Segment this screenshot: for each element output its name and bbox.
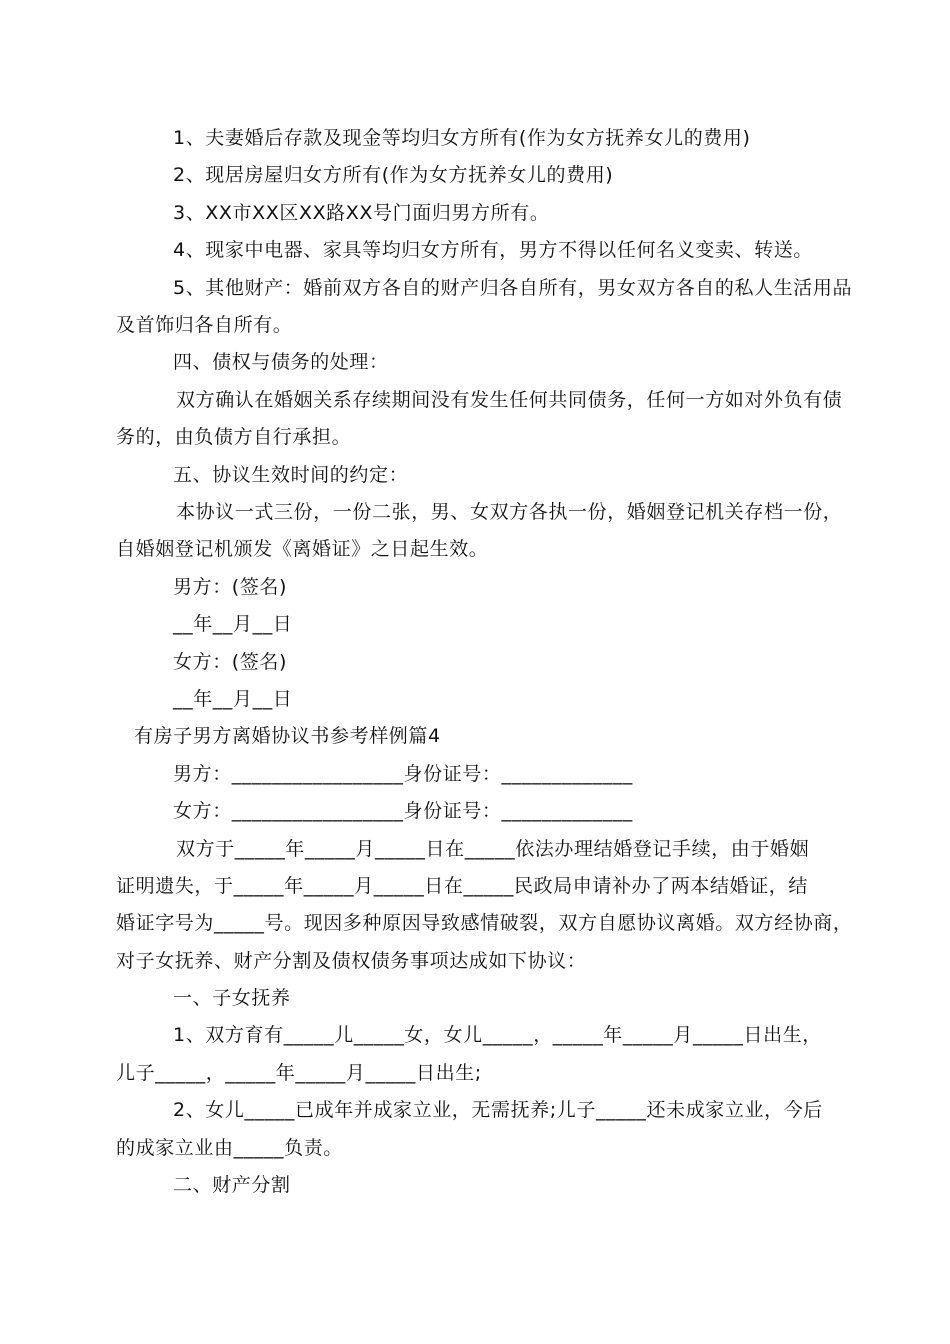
children-item-1: 1、双方育有_____儿_____女，女儿_____，_____年_____月_____日出生， [173, 1024, 822, 1046]
intro-paragraph-cont-2: 婚证字号为_____号。现因多种原因导致感情破裂，双方自愿协议离婚。双方经协商， [116, 912, 853, 934]
effective-paragraph-cont: 自婚姻登记机颁发《离婚证》之日起生效。 [116, 538, 489, 560]
male-signature-date: __年__月__日 [173, 613, 293, 635]
effective-paragraph: 本协议一式三份，一份二张，男、女双方各执一份，婚姻登记机关存档一份， [176, 501, 843, 523]
property-item-3: 3、XX市XX区XX路XX号门面归男方所有。 [173, 202, 550, 224]
property-item-5-cont: 及首饰归各自所有。 [116, 314, 293, 336]
female-signature: 女方：(签名) [173, 651, 288, 673]
intro-paragraph-cont-3: 对子女抚养、财产分割及债权债务事项达成如下协议： [116, 950, 587, 972]
section-heading-debts: 四、债权与债务的处理： [173, 351, 389, 373]
male-party-field: 男方：_________________身份证号：_____________ [173, 763, 633, 785]
property-item-2: 2、现居房屋归女方所有(作为女方抚养女儿的费用) [173, 164, 614, 186]
section-heading-children: 一、子女抚养 [173, 987, 291, 1009]
female-signature-date: __年__月__日 [173, 688, 293, 710]
debts-paragraph: 双方确认在婚姻关系存续期间没有发生任何共同债务，任何一方如对外负有债 [176, 389, 843, 411]
debts-paragraph-cont: 务的，由负债方自行承担。 [116, 426, 352, 448]
section-heading-effective: 五、协议生效时间的约定： [173, 464, 409, 486]
intro-paragraph-cont-1: 证明遗失，于_____年_____月_____日在_____民政局申请补办了两本结婚证，结 [116, 875, 809, 897]
children-item-2-cont: 的成家立业由_____负责。 [116, 1137, 343, 1159]
female-party-field: 女方：_________________身份证号：_____________ [173, 800, 633, 822]
section-heading-property: 二、财产分割 [173, 1174, 291, 1196]
children-item-2: 2、女儿_____已成年并成家立业，无需抚养;儿子_____还未成家立业，今后 [173, 1099, 823, 1121]
male-signature: 男方：(签名) [173, 576, 288, 598]
property-item-1: 1、夫妻婚后存款及现金等均归女方所有(作为女方抚养女儿的费用) [173, 127, 751, 149]
article-title: 有房子男方离婚协议书参考样例篇4 [134, 725, 441, 747]
property-item-5: 5、其他财产：婚前双方各自的财产归各自所有，男女双方各自的私人生活用品 [173, 277, 853, 299]
property-item-4: 4、现家中电器、家具等均归女方所有，男方不得以任何名义变卖、转送。 [173, 239, 813, 261]
children-item-1-cont: 儿子_____，_____年_____月_____日出生; [116, 1062, 482, 1084]
intro-paragraph: 双方于_____年_____月_____日在_____依法办理结婚登记手续，由于婚姻 [176, 838, 810, 860]
